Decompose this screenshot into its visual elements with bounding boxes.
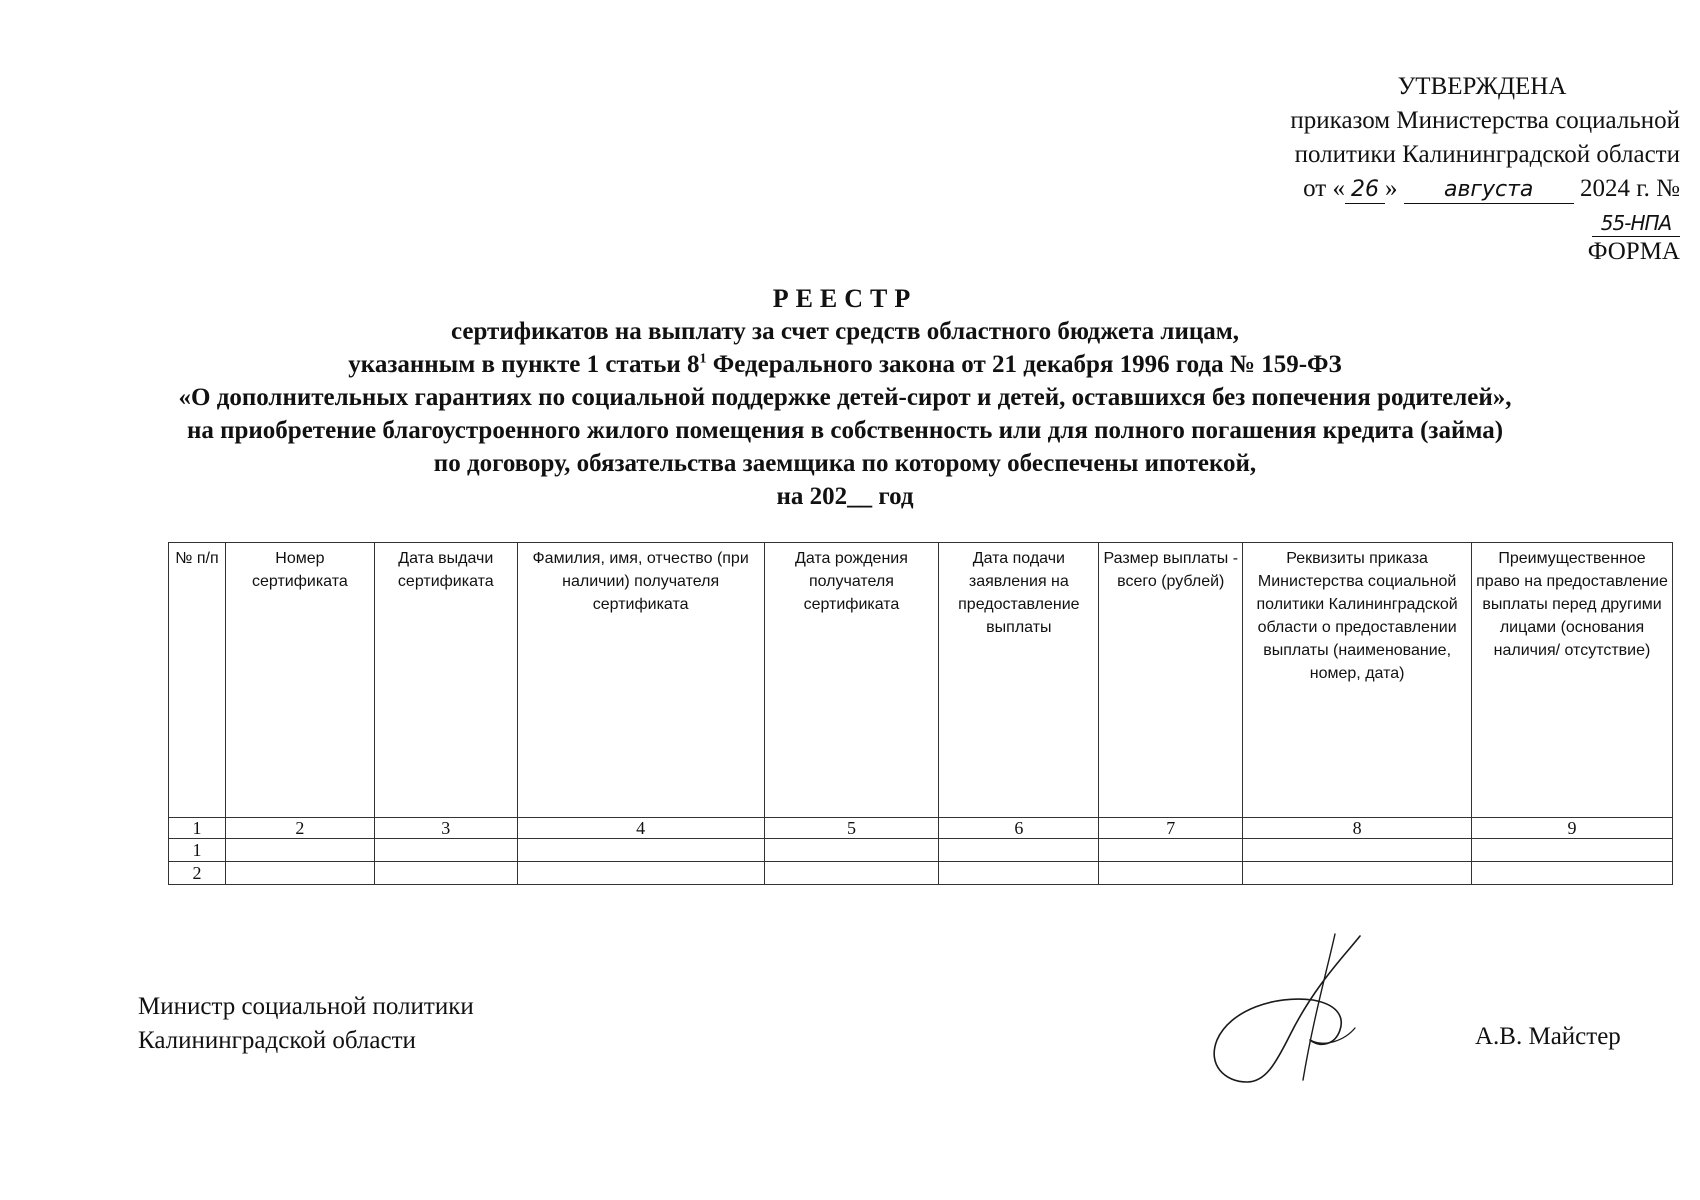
date-day: 26 [1345,177,1385,204]
table-cell [1099,839,1243,862]
table-cell [517,862,764,885]
date-year: 2024 г. № [1579,175,1680,202]
row-number: 1 [169,839,226,862]
table-cell [764,862,939,885]
document-title [130,282,1560,513]
table-header-row [169,543,1673,818]
column-header: Реквизиты приказа Министерства социальной политики Калининградской области о предоставлении выплаты (наименование, номер, дата) [1243,543,1472,818]
title-line-5: по договору, обязательства заемщика по которому обеспечены ипотекой, [433,450,1257,477]
title-line-2a: указанным в пункте 1 статьи 8 [348,351,700,378]
column-header: № п/п [169,543,226,818]
signer-title-line-2: Калининградской области [138,1027,416,1054]
column-header: Размер выплаты - всего (рублей) [1099,543,1243,818]
title-line-1: сертификатов на выплату за счет средств областного бюджета лицам, [450,318,1240,345]
column-number: 8 [1243,818,1472,839]
table-cell [374,839,517,862]
signer-title [138,990,474,1058]
table-cell [1099,862,1243,885]
title-line-2b: Федерального закона от 21 декабря 1996 года № 159-ФЗ [706,351,1342,378]
registry-table [168,542,1673,885]
column-header: Дата рождения получателя сертификата [764,543,939,818]
date-sep: » [1384,175,1398,202]
form-label: ФОРМА [1587,238,1680,265]
column-number: 5 [764,818,939,839]
approval-block [1220,70,1680,240]
signer-title-line-1: Министр социальной политики [138,993,474,1020]
title-line-6: на 202__ год [776,483,914,510]
column-number: 3 [374,818,517,839]
order-number: 55-НПА [1592,210,1680,237]
table-cell [1472,839,1673,862]
column-header: Преимущественное право на предоставление выплаты перед другими лицами (основания наличия/ отсутствие) [1472,543,1673,818]
table-cell [225,839,374,862]
column-number: 7 [1099,818,1243,839]
table-row [169,839,1673,862]
date-month: августа [1404,177,1574,204]
column-header: Фамилия, имя, отчество (при наличии) получателя сертификата [517,543,764,818]
column-header: Дата подачи заявления на предоставление выплаты [939,543,1099,818]
table-cell [374,862,517,885]
table-cell [1243,839,1472,862]
title-line-2-sup: 1 [699,351,707,367]
table-cell [939,839,1099,862]
table-cell [1243,862,1472,885]
column-number: 4 [517,818,764,839]
signer-name: А.В. Майстер [1475,1023,1621,1050]
date-prefix: от « [1303,175,1345,202]
title-line-3: «О дополнительных гарантиях по социальной поддержке детей-сирот и детей, оставшихся без попечения родителей», [178,384,1512,411]
column-number-row [169,818,1673,839]
title-heading: РЕЕСТР [772,284,918,313]
column-number: 9 [1472,818,1673,839]
column-number: 1 [169,818,226,839]
column-header: Дата выдачи сертификата [374,543,517,818]
title-line-2 [130,348,1560,381]
column-header: Номер сертификата [225,543,374,818]
approval-stamp: УТВЕРЖДЕНА [1397,73,1567,100]
signature-image [1195,930,1375,1090]
approval-line-2: политики Калининградской области [1294,141,1680,168]
column-number: 2 [225,818,374,839]
table-cell [764,839,939,862]
table-row [169,862,1673,885]
title-line-4: на приобретение благоустроенного жилого помещения в собственность или для полного погашения кредита (займа) [186,417,1504,444]
row-number: 2 [169,862,226,885]
table-cell [225,862,374,885]
table-cell [517,839,764,862]
table-cell [1472,862,1673,885]
table-cell [939,862,1099,885]
approval-line-1: приказом Министерства социальной [1290,107,1680,134]
approval-date-line [1220,172,1680,240]
column-number: 6 [939,818,1099,839]
